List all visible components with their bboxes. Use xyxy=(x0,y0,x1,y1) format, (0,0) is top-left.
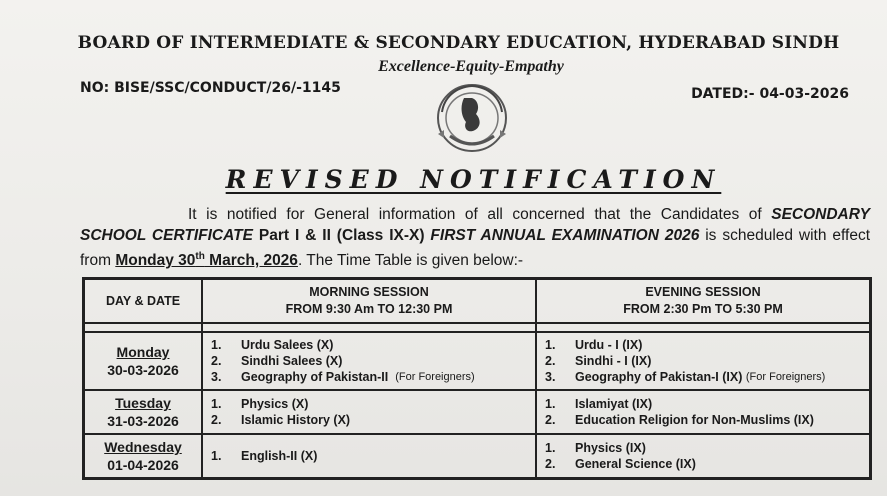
col-day-date: DAY & DATE xyxy=(84,279,202,323)
board-seal-logo xyxy=(430,78,514,160)
table-row xyxy=(84,390,870,434)
col-evening-session: EVENING SESSION FROM 2:30 Pm TO 5:30 PM xyxy=(536,279,870,323)
board-title: BOARD OF INTERMEDIATE & SECONDARY EDUCATION, HYDERABAD SINDH xyxy=(77,33,840,53)
notice-date: DATED:- 04-03-2026 xyxy=(691,86,849,102)
notice-paragraph: It is notified for General information of all concerned that the Candidates of SECONDARY SCHOOL CERTIFICATE Part I & II (Class IX-X) FIRST ANNUAL EXAMINATION 2026 is scheduled with effect from Monday 30th March, 2026. The Time Table is given below:- xyxy=(80,206,871,270)
morning-subjects: 1. Urdu Salees (X) 2. Sindhi Salees (X) 3. Geography of Pakistan-II (For Foreigners) xyxy=(202,332,536,390)
evening-subjects: 1. Urdu - I (IX) 2. Sindhi - I (IX) 3. Geography of Pakistan-I (IX) (For Foreigners) xyxy=(536,332,870,390)
morning-subjects: 1. English-II (X) xyxy=(202,434,536,478)
board-motto: Excellence-Equity-Empathy xyxy=(378,58,564,75)
morning-subjects: 1. Physics (X) 2. Islamic History (X) xyxy=(202,390,536,434)
evening-subjects: 1. Physics (IX) 2. General Science (IX) xyxy=(536,434,870,478)
reference-number: NO: BISE/SSC/CONDUCT/26/-1145 xyxy=(80,80,341,96)
table-row xyxy=(84,434,870,478)
day-date-cell: Wednesday 01-04-2026 xyxy=(84,434,202,478)
evening-subjects: 1. Islamiyat (IX) 2. Education Religion for Non-Muslims (IX) xyxy=(536,390,870,434)
time-table xyxy=(82,277,872,480)
table-row xyxy=(84,332,870,390)
day-date-cell: Monday 30-03-2026 xyxy=(84,332,202,390)
day-date-cell: Tuesday 31-03-2026 xyxy=(84,390,202,434)
table-header-row xyxy=(84,279,870,323)
notification-heading: REVISED NOTIFICATION xyxy=(225,165,722,194)
col-morning-session: MORNING SESSION FROM 9:30 Am TO 12:30 PM xyxy=(202,279,536,323)
